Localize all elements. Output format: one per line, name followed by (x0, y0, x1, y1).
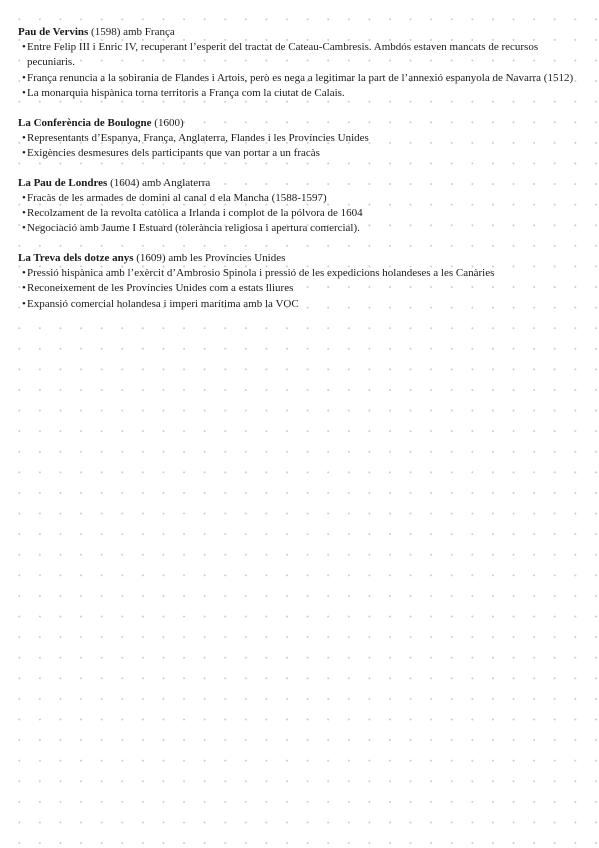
section-heading (18, 251, 583, 266)
bullet-text: La monarquia hispànica torna territoris a França com la ciutat de Calais. (27, 86, 345, 99)
bullet-item (18, 40, 583, 70)
section-title: Pau de Vervins (18, 26, 89, 38)
bullet-item (18, 281, 583, 296)
bullet-item (18, 297, 583, 312)
section-pau-de-vervins (18, 25, 583, 101)
section-treva-dels-dotze-anys (18, 251, 583, 312)
bullet-icon: • (22, 297, 26, 310)
bullet-icon: • (22, 267, 26, 280)
section-title: La Pau de Londres (18, 176, 108, 189)
bullet-item (18, 191, 583, 206)
bullet-text: França renuncia a la sobirania de Flandes i Artois, però es nega a legitimar la part de l’annexió espanyola de Navarra (1512) (27, 71, 574, 84)
section-heading (18, 116, 583, 131)
bullet-text: Negociació amb Jaume I Estuard (tolerància religiosa i apertura comercial). (27, 222, 360, 235)
bullet-icon: • (22, 191, 26, 204)
bullet-text: Reconeixement de les Províncies Unides com a estats lliures (27, 282, 294, 295)
section-title: La Treva dels dotze anys (18, 251, 134, 264)
bullet-text: Representants d’Espanya, França, Anglaterra, Flandes i les Províncies Unides (27, 131, 369, 144)
bullet-item (18, 71, 583, 86)
document-page (18, 25, 583, 326)
bullet-text: Exigències desmesures dels participants que van portar a un fracàs (27, 146, 320, 159)
bullet-text: Pressió hispànica amb l’exèrcit d’Ambrosio Spinola i pressió de les expedicions holandeses a les Canàries (27, 267, 495, 280)
bullet-text: Entre Felip III i Enric IV, recuperant l’esperit del tractat de Cateau-Cambresis. Ambdós estaven mancats de recursos pecuniaris. (27, 41, 539, 69)
bullet-item (18, 266, 583, 281)
bullet-list (18, 191, 583, 237)
section-title: La Conferència de Boulogne (18, 116, 152, 129)
bullet-icon: • (22, 71, 26, 84)
bullet-item (18, 206, 583, 221)
bullet-item (18, 86, 583, 101)
bullet-item (18, 131, 583, 146)
section-pau-de-londres (18, 176, 583, 237)
section-conferencia-de-boulogne (18, 116, 583, 162)
bullet-icon: • (22, 86, 26, 99)
bullet-icon: • (22, 207, 26, 220)
bullet-icon: • (22, 282, 26, 295)
bullet-icon: • (22, 131, 26, 144)
section-subtitle: (1609) amb les Províncies Unides (133, 251, 286, 264)
section-heading (18, 25, 583, 40)
section-subtitle: (1600) (151, 116, 184, 129)
bullet-item (18, 221, 583, 236)
bullet-icon: • (22, 222, 26, 235)
section-subtitle: (1598) amb França (88, 26, 175, 38)
section-subtitle: (1604) amb Anglaterra (107, 176, 211, 189)
bullet-text: Expansió comercial holandesa i imperi marítima amb la VOC (27, 297, 299, 310)
section-heading (18, 176, 583, 191)
bullet-text: Recolzament de la revolta catòlica a Irlanda i complot de la pólvora de 1604 (27, 207, 363, 220)
bullet-text: Fracàs de les armades de domini al canal d ela Mancha (1588-1597) (27, 191, 327, 204)
bullet-icon: • (22, 146, 26, 159)
bullet-list (18, 266, 583, 312)
bullet-list (18, 40, 583, 101)
bullet-list (18, 131, 583, 161)
bullet-item (18, 146, 583, 161)
bullet-icon: • (22, 41, 26, 54)
